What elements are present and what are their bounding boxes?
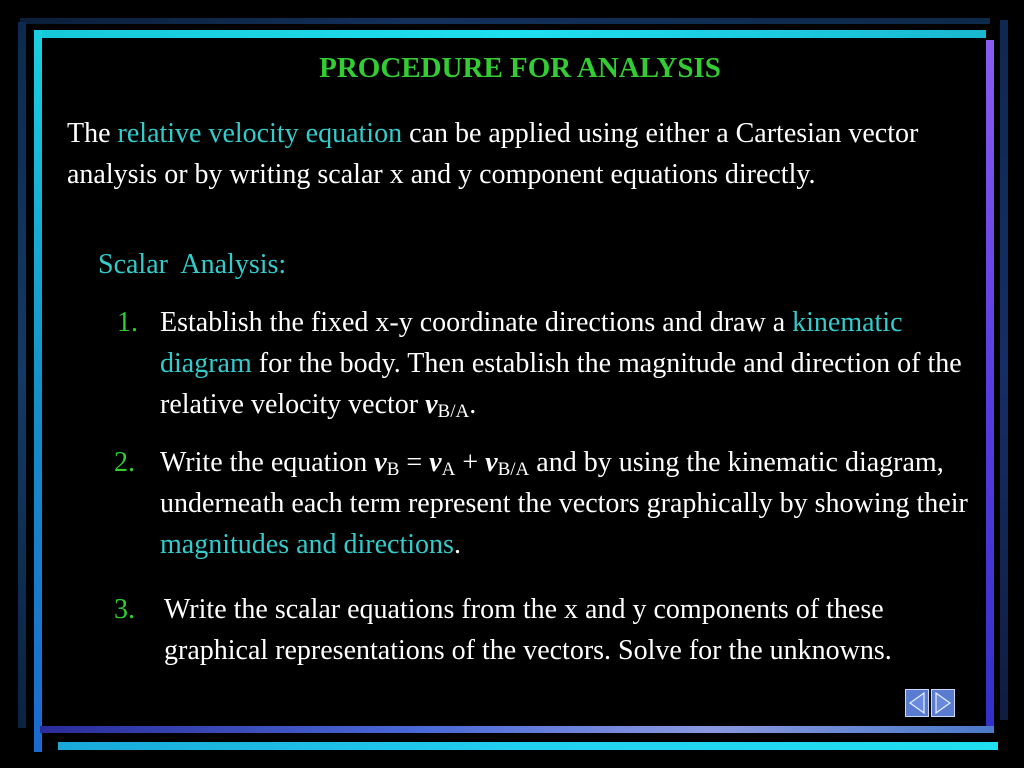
vector-subscript: B	[386, 459, 400, 480]
frame-bar-left-outer	[18, 22, 26, 728]
frame-bar-left-inner	[34, 30, 42, 752]
step-text: Write the equation	[160, 447, 375, 478]
section-subheading: Scalar Analysis:	[98, 249, 287, 280]
plus-sign: +	[455, 447, 486, 478]
step-text: .	[453, 529, 461, 560]
intro-text-2: can be applied using either a Cartesian vector analysis or by writing scalar x and y component equations directly.	[67, 118, 919, 190]
vector-v: v	[425, 389, 438, 420]
vector-v: v	[429, 447, 442, 478]
previous-slide-button[interactable]	[905, 689, 929, 717]
intro-text-1: The	[67, 118, 118, 149]
frame-bar-bottom-inner	[40, 726, 994, 733]
step-body	[160, 442, 990, 565]
frame-bar-top-inner	[36, 30, 986, 38]
next-slide-button[interactable]	[931, 689, 955, 717]
step-number: 1.	[117, 307, 138, 338]
velocity-equation	[374, 447, 529, 478]
step-text: Establish the fixed x-y coordinate directions and draw a	[160, 307, 793, 338]
vector-subscript: B/A	[437, 401, 470, 422]
vector-subscript: B/A	[497, 459, 530, 480]
vector-subscript: A	[441, 459, 456, 480]
intro-paragraph	[67, 113, 977, 195]
step-text: Write the scalar equations from the x and y components of these graphical representations of the vectors. Solve for the unknowns.	[164, 594, 892, 666]
triangle-right-icon	[932, 690, 954, 716]
equals-sign: =	[399, 447, 430, 478]
intro-highlight: relative velocity equation	[117, 118, 403, 149]
vector-v: v	[374, 447, 387, 478]
step-text: and by using the kinematic diagram, underneath each term represent the vectors graphically by showing their	[160, 447, 968, 519]
step-text: .	[469, 389, 477, 420]
frame-bar-right-inner	[986, 40, 994, 730]
step-highlight: magnitudes and directions	[160, 529, 454, 560]
step-highlight: kinematic diagram	[160, 307, 903, 379]
slide-title: PROCEDURE FOR ANALYSIS	[319, 52, 721, 84]
step-number: 3.	[114, 594, 135, 625]
step-text: for the body. Then establish the magnitude and direction of the relative velocity vector	[160, 348, 962, 420]
frame-bar-bottom-outer	[58, 742, 998, 750]
vector-v: v	[485, 447, 498, 478]
step-number: 2.	[114, 447, 135, 478]
frame-bar-right-outer	[1000, 20, 1008, 720]
frame-bar-top-outer	[20, 18, 990, 24]
triangle-left-icon	[906, 690, 928, 716]
step-body	[160, 302, 980, 425]
